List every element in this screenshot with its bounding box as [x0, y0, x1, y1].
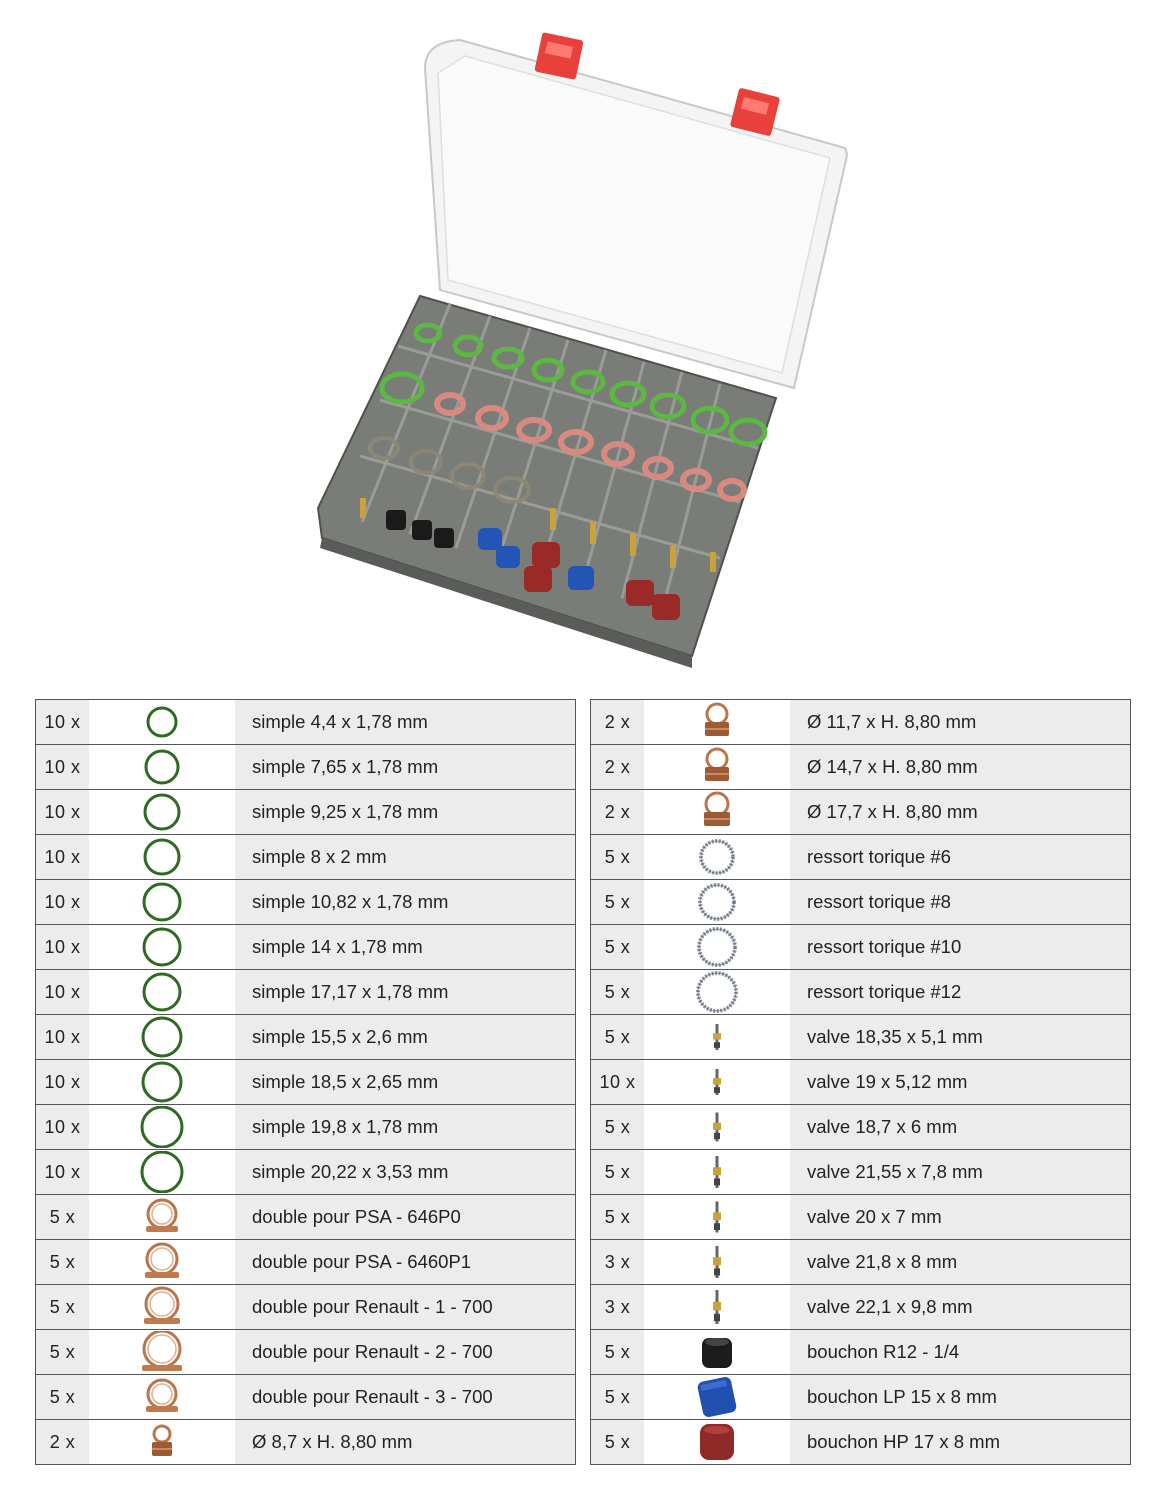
description-cell: simple 15,5 x 2,6 mm — [235, 1015, 575, 1059]
quantity-cell: 2 x — [591, 790, 644, 834]
right-table-row — [591, 1330, 1130, 1375]
left-table-row — [36, 880, 575, 925]
double-seal-copper-icon — [89, 1195, 235, 1239]
cap-black-icon — [644, 1330, 790, 1374]
right-table-row — [591, 790, 1130, 835]
garter-spring-icon — [644, 880, 790, 924]
description-cell: simple 4,4 x 1,78 mm — [235, 700, 575, 744]
quantity-cell: 5 x — [36, 1285, 89, 1329]
left-table-row — [36, 1240, 575, 1285]
description-cell: valve 18,35 x 5,1 mm — [790, 1015, 1130, 1059]
double-seal-copper-icon — [89, 1330, 235, 1374]
description-cell: ressort torique #6 — [790, 835, 1130, 879]
quantity-cell: 5 x — [591, 1375, 644, 1419]
quantity-cell: 5 x — [591, 1015, 644, 1059]
valve-core-icon — [644, 1195, 790, 1239]
oring-green-icon — [89, 835, 235, 879]
quantity-cell: 10 x — [591, 1060, 644, 1104]
left-table-row — [36, 835, 575, 880]
left-table-row — [36, 1330, 575, 1375]
left-table-row — [36, 1420, 575, 1465]
oring-green-icon — [89, 790, 235, 834]
garter-spring-icon — [644, 970, 790, 1014]
oring-green-icon — [89, 1015, 235, 1059]
left-table-row — [36, 1195, 575, 1240]
oring-green-icon — [89, 925, 235, 969]
quantity-cell: 2 x — [591, 745, 644, 789]
copper-sleeve-icon — [644, 745, 790, 789]
quantity-cell: 5 x — [36, 1240, 89, 1284]
description-cell: simple 10,82 x 1,78 mm — [235, 880, 575, 924]
left-table-row — [36, 745, 575, 790]
quantity-cell: 10 x — [36, 745, 89, 789]
description-cell: simple 7,65 x 1,78 mm — [235, 745, 575, 789]
right-table-row — [591, 835, 1130, 880]
right-table-row — [591, 1195, 1130, 1240]
description-cell: Ø 14,7 x H. 8,80 mm — [790, 745, 1130, 789]
left-table-row — [36, 790, 575, 835]
left-table-row — [36, 700, 575, 745]
oring-green-icon — [89, 700, 235, 744]
quantity-cell: 10 x — [36, 925, 89, 969]
description-cell: simple 17,17 x 1,78 mm — [235, 970, 575, 1014]
left-table-row — [36, 925, 575, 970]
description-cell: valve 19 x 5,12 mm — [790, 1060, 1130, 1104]
description-cell: bouchon LP 15 x 8 mm — [790, 1375, 1130, 1419]
quantity-cell: 5 x — [591, 925, 644, 969]
quantity-cell: 5 x — [591, 880, 644, 924]
copper-sleeve-icon — [89, 1420, 235, 1464]
valve-core-icon — [644, 1285, 790, 1329]
quantity-cell: 5 x — [591, 1420, 644, 1464]
right-table-row — [591, 1285, 1130, 1330]
description-cell: Ø 11,7 x H. 8,80 mm — [790, 700, 1130, 744]
left-table-row — [36, 970, 575, 1015]
description-cell: double pour PSA - 6460P1 — [235, 1240, 575, 1284]
quantity-cell: 5 x — [591, 970, 644, 1014]
description-cell: Ø 8,7 x H. 8,80 mm — [235, 1420, 575, 1464]
quantity-cell: 3 x — [591, 1285, 644, 1329]
garter-spring-icon — [644, 925, 790, 969]
quantity-cell: 3 x — [591, 1240, 644, 1284]
oring-green-icon — [89, 880, 235, 924]
description-cell: simple 8 x 2 mm — [235, 835, 575, 879]
description-cell: double pour Renault - 1 - 700 — [235, 1285, 575, 1329]
left-table-row — [36, 1375, 575, 1420]
right-table-row — [591, 1150, 1130, 1195]
quantity-cell: 2 x — [36, 1420, 89, 1464]
right-table-row — [591, 1420, 1130, 1465]
left-table-row — [36, 1015, 575, 1060]
description-cell: ressort torique #12 — [790, 970, 1130, 1014]
quantity-cell: 5 x — [36, 1330, 89, 1374]
left-table-row — [36, 1285, 575, 1330]
quantity-cell: 10 x — [36, 1060, 89, 1104]
double-seal-copper-icon — [89, 1285, 235, 1329]
quantity-cell: 5 x — [591, 1195, 644, 1239]
description-cell: simple 18,5 x 2,65 mm — [235, 1060, 575, 1104]
right-table-row — [591, 700, 1130, 745]
oring-green-icon — [89, 745, 235, 789]
quantity-cell: 5 x — [591, 1150, 644, 1194]
copper-sleeve-icon — [644, 790, 790, 834]
description-cell: double pour Renault - 2 - 700 — [235, 1330, 575, 1374]
parts-table-right — [590, 699, 1131, 1465]
quantity-cell: 5 x — [36, 1375, 89, 1419]
quantity-cell: 10 x — [36, 970, 89, 1014]
right-table-row — [591, 745, 1130, 790]
quantity-cell: 10 x — [36, 880, 89, 924]
quantity-cell: 5 x — [591, 1105, 644, 1149]
cap-blue-icon — [644, 1375, 790, 1419]
quantity-cell: 10 x — [36, 1015, 89, 1059]
garter-spring-icon — [644, 835, 790, 879]
cap-red-icon — [644, 1420, 790, 1464]
description-cell: valve 20 x 7 mm — [790, 1195, 1130, 1239]
quantity-cell: 10 x — [36, 835, 89, 879]
oring-green-icon — [89, 1150, 235, 1194]
organizer-box-icon — [300, 28, 860, 668]
quantity-cell: 10 x — [36, 1105, 89, 1149]
description-cell: simple 14 x 1,78 mm — [235, 925, 575, 969]
description-cell: double pour Renault - 3 - 700 — [235, 1375, 575, 1419]
quantity-cell: 5 x — [591, 1330, 644, 1374]
valve-core-icon — [644, 1240, 790, 1284]
description-cell: Ø 17,7 x H. 8,80 mm — [790, 790, 1130, 834]
oring-green-icon — [89, 1105, 235, 1149]
description-cell: valve 18,7 x 6 mm — [790, 1105, 1130, 1149]
valve-core-icon — [644, 1015, 790, 1059]
quantity-cell: 10 x — [36, 1150, 89, 1194]
description-cell: bouchon R12 - 1/4 — [790, 1330, 1130, 1374]
description-cell: ressort torique #8 — [790, 880, 1130, 924]
description-cell: simple 20,22 x 3,53 mm — [235, 1150, 575, 1194]
right-table-row — [591, 970, 1130, 1015]
parts-table-left — [35, 699, 576, 1465]
description-cell: simple 9,25 x 1,78 mm — [235, 790, 575, 834]
description-cell: valve 22,1 x 9,8 mm — [790, 1285, 1130, 1329]
description-cell: double pour PSA - 646P0 — [235, 1195, 575, 1239]
left-table-row — [36, 1150, 575, 1195]
quantity-cell: 10 x — [36, 700, 89, 744]
quantity-cell: 5 x — [591, 835, 644, 879]
quantity-cell: 5 x — [36, 1195, 89, 1239]
double-seal-copper-icon — [89, 1375, 235, 1419]
quantity-cell: 10 x — [36, 790, 89, 834]
valve-core-icon — [644, 1150, 790, 1194]
description-cell: bouchon HP 17 x 8 mm — [790, 1420, 1130, 1464]
right-table-row — [591, 1060, 1130, 1105]
copper-sleeve-icon — [644, 700, 790, 744]
left-table-row — [36, 1060, 575, 1105]
right-table-row — [591, 1375, 1130, 1420]
double-seal-copper-icon — [89, 1240, 235, 1284]
right-table-row — [591, 1015, 1130, 1060]
right-table-row — [591, 880, 1130, 925]
description-cell: valve 21,8 x 8 mm — [790, 1240, 1130, 1284]
right-table-row — [591, 1105, 1130, 1150]
right-table-row — [591, 925, 1130, 970]
valve-core-icon — [644, 1060, 790, 1104]
oring-green-icon — [89, 1060, 235, 1104]
valve-core-icon — [644, 1105, 790, 1149]
oring-green-icon — [89, 970, 235, 1014]
description-cell: valve 21,55 x 7,8 mm — [790, 1150, 1130, 1194]
description-cell: ressort torique #10 — [790, 925, 1130, 969]
description-cell: simple 19,8 x 1,78 mm — [235, 1105, 575, 1149]
left-table-row — [36, 1105, 575, 1150]
right-table-row — [591, 1240, 1130, 1285]
quantity-cell: 2 x — [591, 700, 644, 744]
